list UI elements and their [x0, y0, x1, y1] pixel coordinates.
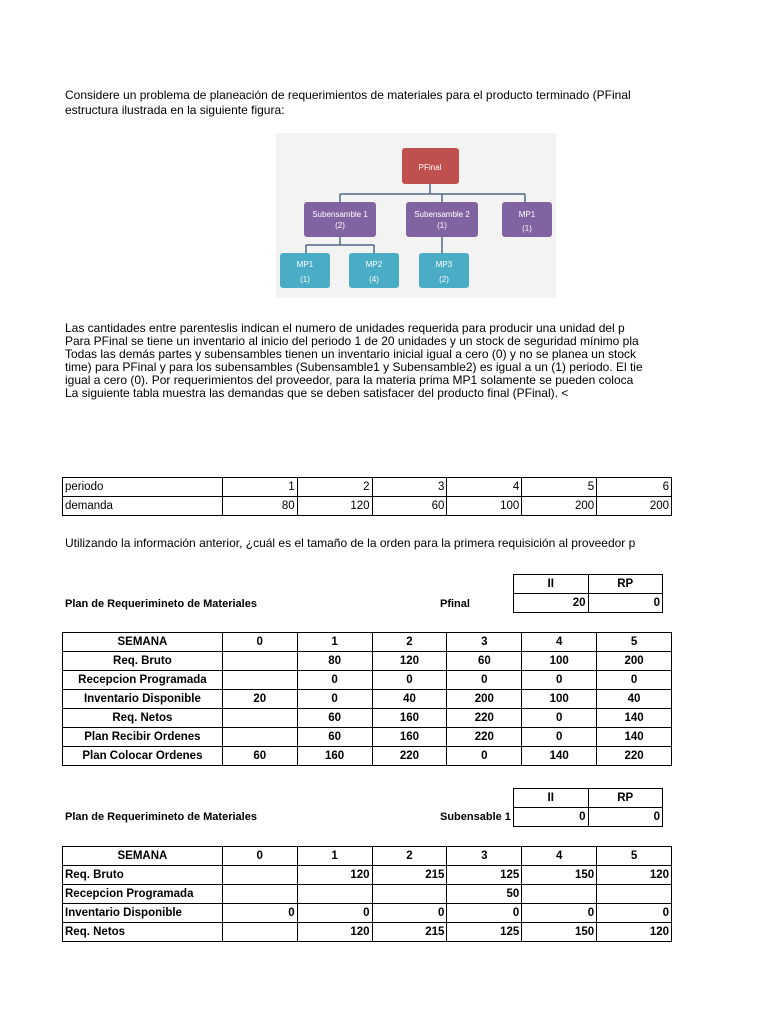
- row-label-cell: SEMANA: [63, 633, 223, 652]
- value-cell: 100: [447, 497, 522, 516]
- table-row: [63, 866, 672, 885]
- value-cell: 60: [447, 652, 522, 671]
- value-cell: 0: [522, 728, 597, 747]
- value-cell: [597, 885, 672, 904]
- value-cell: 0: [597, 671, 672, 690]
- row-label-cell: SEMANA: [63, 847, 223, 866]
- value-cell: 120: [372, 652, 447, 671]
- row-label-cell: Recepcion Programada: [63, 885, 223, 904]
- value-cell: 150: [522, 923, 597, 942]
- svg-text:Subensamble 2: Subensamble 2: [414, 210, 470, 219]
- demand-table: [62, 477, 672, 516]
- value-cell: [222, 652, 297, 671]
- description-line: igual a cero (0). Por requerimientos del proveedor, para la materia prima MP1 solamente se pueden coloca: [65, 373, 634, 387]
- row-label-cell: Plan Colocar Ordenes: [63, 747, 223, 766]
- svg-text:(1): (1): [437, 221, 447, 230]
- plan2-rp-header: RP: [588, 789, 663, 808]
- value-cell: 220: [447, 709, 522, 728]
- value-cell: 4: [522, 847, 597, 866]
- intro-line-1: Considere un problema de planeación de requerimientos de materiales para el producto terminado (PFinal: [65, 88, 631, 102]
- table-row: [63, 690, 672, 709]
- node-subensamble-1: [304, 202, 376, 237]
- description-line: time) para PFinal y para los subensambles (Subensamble1 y Subensamble2) es igual a un (1) periodo. El tie: [65, 360, 643, 374]
- table-row: [63, 747, 672, 766]
- value-cell: 220: [447, 728, 522, 747]
- value-cell: 220: [372, 747, 447, 766]
- value-cell: 1: [297, 847, 372, 866]
- value-cell: 0: [447, 747, 522, 766]
- value-cell: 120: [297, 923, 372, 942]
- plan1-table: [62, 632, 672, 766]
- value-cell: 2: [372, 847, 447, 866]
- value-cell: 3: [447, 847, 522, 866]
- svg-text:MP1: MP1: [296, 260, 314, 269]
- table-row: [63, 652, 672, 671]
- value-cell: [222, 866, 297, 885]
- value-cell: 3: [447, 633, 522, 652]
- value-cell: [372, 885, 447, 904]
- description-line: Todas las demás partes y subensambles tienen un inventario inicial igual a cero (0) y no se planea un stock: [65, 347, 636, 361]
- table-row: [63, 885, 672, 904]
- value-cell: 4: [447, 478, 522, 497]
- svg-text:MP3: MP3: [435, 260, 453, 269]
- row-label-cell: Req. Bruto: [63, 866, 223, 885]
- value-cell: 0: [297, 690, 372, 709]
- value-cell: 0: [447, 904, 522, 923]
- value-cell: [222, 923, 297, 942]
- value-cell: 215: [372, 866, 447, 885]
- svg-text:(1): (1): [300, 275, 310, 284]
- value-cell: 60: [297, 728, 372, 747]
- value-cell: 200: [597, 652, 672, 671]
- node-mp3: [419, 253, 469, 288]
- value-cell: 120: [597, 923, 672, 942]
- value-cell: 50: [447, 885, 522, 904]
- value-cell: 3: [372, 478, 447, 497]
- value-cell: 0: [522, 904, 597, 923]
- value-cell: 0: [372, 671, 447, 690]
- plan2-ii-header: II: [514, 789, 589, 808]
- value-cell: [222, 671, 297, 690]
- plan1-item: Pfinal: [440, 598, 470, 610]
- table-row: [63, 497, 672, 516]
- value-cell: 100: [522, 690, 597, 709]
- table-row: [63, 478, 672, 497]
- value-cell: 120: [297, 497, 372, 516]
- table-row: [63, 728, 672, 747]
- value-cell: 100: [522, 652, 597, 671]
- value-cell: 1: [297, 633, 372, 652]
- value-cell: 1: [222, 478, 297, 497]
- value-cell: 0: [597, 904, 672, 923]
- row-label-cell: Req. Bruto: [63, 652, 223, 671]
- svg-text:MP2: MP2: [365, 260, 383, 269]
- plan1-rp-header: RP: [588, 575, 663, 594]
- description-line: Las cantidades entre parenteslis indican el numero de unidades requerida para producir una unidad del p: [65, 321, 625, 335]
- value-cell: 140: [597, 709, 672, 728]
- value-cell: 6: [597, 478, 672, 497]
- table-row: [63, 633, 672, 652]
- row-label-cell: Inventario Disponible: [63, 904, 223, 923]
- value-cell: 0: [522, 709, 597, 728]
- value-cell: 5: [597, 847, 672, 866]
- value-cell: 200: [447, 690, 522, 709]
- table-row: [63, 847, 672, 866]
- row-label-cell: Inventario Disponible: [63, 690, 223, 709]
- value-cell: 0: [297, 904, 372, 923]
- value-cell: 20: [222, 690, 297, 709]
- value-cell: 40: [372, 690, 447, 709]
- value-cell: 0: [222, 633, 297, 652]
- product-structure-diagram: [276, 133, 556, 298]
- value-cell: 125: [447, 923, 522, 942]
- value-cell: 150: [522, 866, 597, 885]
- value-cell: 5: [597, 633, 672, 652]
- question-text: Utilizando la información anterior, ¿cuál es el tamaño de la orden para la primera requisición al proveedor p: [65, 536, 636, 550]
- plan2-item: Subensable 1: [440, 811, 511, 823]
- node-mp1-top: [502, 202, 552, 237]
- row-label-cell: Req. Netos: [63, 709, 223, 728]
- value-cell: 0: [522, 671, 597, 690]
- svg-text:(2): (2): [439, 275, 449, 284]
- value-cell: [297, 885, 372, 904]
- value-cell: 80: [297, 652, 372, 671]
- svg-text:(2): (2): [335, 221, 345, 230]
- plan2-title: Plan de Requerimineto de Materiales: [65, 811, 257, 823]
- value-cell: [222, 709, 297, 728]
- svg-text:(1): (1): [522, 224, 532, 233]
- value-cell: 2: [372, 633, 447, 652]
- value-cell: 40: [597, 690, 672, 709]
- row-label-cell: Recepcion Programada: [63, 671, 223, 690]
- plan1-ii-rp-box: [513, 574, 663, 613]
- description-line: La siguiente tabla muestra las demandas que se deben satisfacer del producto final (PFinal). <: [65, 386, 569, 400]
- plan1-title: Plan de Requerimineto de Materiales: [65, 598, 257, 610]
- value-cell: 0: [447, 671, 522, 690]
- row-label-cell: periodo: [63, 478, 223, 497]
- value-cell: 0: [222, 847, 297, 866]
- table-row: [63, 904, 672, 923]
- svg-text:(4): (4): [369, 275, 379, 284]
- value-cell: 160: [372, 728, 447, 747]
- value-cell: 120: [597, 866, 672, 885]
- node-subensamble-2: [406, 202, 478, 237]
- plan2-ii-rp-box: [513, 788, 663, 827]
- value-cell: 0: [222, 904, 297, 923]
- value-cell: [222, 885, 297, 904]
- value-cell: [222, 728, 297, 747]
- node-mp1: [280, 253, 330, 288]
- value-cell: 160: [297, 747, 372, 766]
- value-cell: 200: [597, 497, 672, 516]
- value-cell: 220: [597, 747, 672, 766]
- value-cell: 2: [297, 478, 372, 497]
- node-mp2: [349, 253, 399, 288]
- value-cell: 125: [447, 866, 522, 885]
- value-cell: 0: [297, 671, 372, 690]
- plan2-ii-value: 0: [514, 808, 589, 827]
- row-label-cell: Req. Netos: [63, 923, 223, 942]
- value-cell: 160: [372, 709, 447, 728]
- value-cell: 4: [522, 633, 597, 652]
- value-cell: [522, 885, 597, 904]
- table-row: [63, 709, 672, 728]
- value-cell: 60: [372, 497, 447, 516]
- table-row: [63, 923, 672, 942]
- value-cell: 215: [372, 923, 447, 942]
- plan2-table: [62, 846, 672, 942]
- table-row: [63, 671, 672, 690]
- value-cell: 140: [597, 728, 672, 747]
- value-cell: 0: [372, 904, 447, 923]
- value-cell: 140: [522, 747, 597, 766]
- row-label-cell: Plan Recibir Ordenes: [63, 728, 223, 747]
- value-cell: 60: [222, 747, 297, 766]
- value-cell: 120: [297, 866, 372, 885]
- svg-text:MP1: MP1: [518, 210, 536, 219]
- plan1-rp-value: 0: [588, 594, 663, 613]
- node-pfinal: [402, 148, 459, 184]
- value-cell: 80: [222, 497, 297, 516]
- svg-text:PFinal: PFinal: [418, 163, 442, 172]
- value-cell: 200: [522, 497, 597, 516]
- description-line: Para PFinal se tiene un inventario al inicio del periodo 1 de 20 unidades y un stock de seguridad mínimo pla: [65, 334, 639, 348]
- value-cell: 5: [522, 478, 597, 497]
- plan1-ii-value: 20: [514, 594, 589, 613]
- plan2-rp-value: 0: [588, 808, 663, 827]
- row-label-cell: demanda: [63, 497, 223, 516]
- value-cell: 60: [297, 709, 372, 728]
- intro-line-2: estructura ilustrada en la siguiente figura:: [65, 103, 285, 117]
- plan1-ii-header: II: [514, 575, 589, 594]
- svg-text:Subensamble 1: Subensamble 1: [312, 210, 368, 219]
